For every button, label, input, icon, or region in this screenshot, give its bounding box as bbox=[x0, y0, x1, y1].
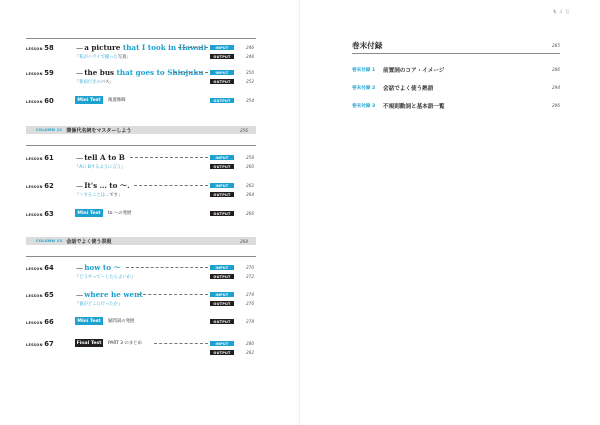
lesson-subtitle: 「彼がどこに行ったか」 bbox=[75, 302, 123, 307]
input-tag: INPUT bbox=[210, 183, 234, 188]
running-head: もくじ bbox=[552, 10, 572, 15]
appendix-item-label: 巻末付録 3 bbox=[352, 104, 376, 109]
lesson-entry-62[interactable] bbox=[26, 180, 256, 202]
input-tag: INPUT bbox=[210, 45, 234, 50]
column-13-bar[interactable] bbox=[26, 237, 256, 245]
lesson-title: —the bus that goes to Shinjuku bbox=[76, 68, 204, 77]
output-tag: OUTPUT bbox=[210, 164, 234, 169]
input-tag: INPUT bbox=[210, 265, 234, 270]
page-number: 285 bbox=[552, 43, 560, 48]
appendix-item-label: 巻末付録 2 bbox=[352, 86, 376, 91]
page-number: 266 bbox=[246, 211, 254, 216]
page-number: 294 bbox=[552, 85, 560, 90]
leader-line bbox=[174, 72, 208, 73]
output-tag: OUTPUT bbox=[210, 79, 234, 84]
mini-test-topic: 後置修飾 bbox=[108, 98, 126, 103]
mini-test-badge: Mini Test bbox=[75, 96, 103, 104]
page-number: 264 bbox=[246, 192, 254, 197]
lesson-entry-59[interactable] bbox=[26, 67, 256, 89]
leader-line bbox=[134, 185, 208, 186]
lesson-entry-61[interactable] bbox=[26, 152, 256, 174]
column-key: COLUMN 12 bbox=[36, 128, 63, 132]
page-number: 282 bbox=[246, 350, 254, 355]
page-number: 248 bbox=[246, 54, 254, 59]
input-tag: INPUT bbox=[210, 70, 234, 75]
lesson-number: LESSON 63 bbox=[26, 210, 54, 218]
lesson-title: —where he went bbox=[76, 290, 143, 299]
lesson-subtitle: 「どうやって～したらよいか」 bbox=[75, 275, 136, 280]
column-12-bar[interactable] bbox=[26, 126, 256, 134]
lesson-number: LESSON 61 bbox=[26, 154, 54, 162]
input-tag: INPUT bbox=[210, 155, 234, 160]
mini-test-badge: Mini Test bbox=[75, 317, 103, 325]
column-title: 関係代名詞をマスターしよう bbox=[66, 127, 132, 134]
section-rule bbox=[26, 256, 256, 257]
page-number: 252 bbox=[246, 79, 254, 84]
appendix-item-2[interactable] bbox=[352, 84, 560, 92]
page-number: 246 bbox=[246, 45, 254, 50]
output-tag: OUTPUT bbox=[210, 319, 234, 324]
lesson-number: LESSON 62 bbox=[26, 182, 54, 190]
right-page bbox=[300, 0, 600, 425]
lesson-title: —It's … to ～. bbox=[76, 181, 130, 190]
page-number: 250 bbox=[246, 70, 254, 75]
lesson-number: LESSON 60 bbox=[26, 97, 54, 105]
appendix-item-title: 不規則動詞と基本語一覧 bbox=[383, 104, 445, 110]
mini-test-topic: 疑問詞の発展 bbox=[108, 319, 135, 324]
page-number: 296 bbox=[552, 103, 560, 108]
lesson-title: —a picture that I took in Hawaii bbox=[76, 43, 207, 52]
appendix-item-label: 巻末付録 1 bbox=[352, 68, 376, 73]
toc-group-1 bbox=[26, 38, 256, 105]
page-number: 274 bbox=[246, 292, 254, 297]
lesson-number: LESSON 64 bbox=[26, 264, 54, 272]
appendix-title: 巻末付録 bbox=[352, 41, 383, 50]
lesson-title: —tell A to B bbox=[76, 153, 125, 162]
output-tag: OUTPUT bbox=[210, 98, 234, 103]
page-number: 260 bbox=[246, 164, 254, 169]
output-tag: OUTPUT bbox=[210, 274, 234, 279]
toc-group-2 bbox=[26, 145, 256, 218]
section-rule bbox=[26, 38, 256, 39]
leader-line bbox=[178, 47, 208, 48]
appendix-item-3[interactable] bbox=[352, 102, 560, 110]
page-number: 262 bbox=[246, 183, 254, 188]
leader-line bbox=[126, 267, 208, 268]
lesson-entry-58[interactable] bbox=[26, 42, 256, 64]
lesson-entry-64[interactable] bbox=[26, 262, 256, 284]
output-tag: OUTPUT bbox=[210, 211, 234, 216]
page-number: 270 bbox=[246, 265, 254, 270]
page-number: 280 bbox=[246, 341, 254, 346]
column-title: 会話でよく使う表現 bbox=[66, 238, 112, 245]
page-number: 268 bbox=[240, 238, 248, 244]
lesson-subtitle: 「Aに Bするように言う」 bbox=[75, 165, 126, 170]
appendix-rule bbox=[352, 53, 560, 54]
page-number: 276 bbox=[246, 301, 254, 306]
section-rule bbox=[26, 145, 256, 146]
appendix-item-1[interactable] bbox=[352, 66, 560, 74]
page-number: 258 bbox=[246, 155, 254, 160]
lesson-number: LESSON 65 bbox=[26, 291, 54, 299]
output-tag: OUTPUT bbox=[210, 54, 234, 59]
lesson-number: LESSON 66 bbox=[26, 318, 54, 326]
leader-line bbox=[154, 343, 208, 344]
toc-group-3 bbox=[26, 256, 256, 355]
lesson-subtitle: 「新宿行きのバス」 bbox=[75, 80, 114, 85]
lesson-subtitle: 「～することは…です」 bbox=[75, 193, 123, 198]
output-tag: OUTPUT bbox=[210, 192, 234, 197]
lesson-number: LESSON 58 bbox=[26, 44, 54, 52]
lesson-number: LESSON 67 bbox=[26, 340, 54, 348]
lesson-title: —how to ～ bbox=[76, 263, 121, 272]
lesson-entry-65[interactable] bbox=[26, 289, 256, 311]
page-number: 286 bbox=[552, 67, 560, 72]
mini-test-entry-66[interactable] bbox=[26, 316, 256, 338]
leader-line bbox=[138, 294, 208, 295]
output-tag: OUTPUT bbox=[210, 301, 234, 306]
input-tag: INPUT bbox=[210, 341, 234, 346]
leader-line bbox=[130, 157, 208, 158]
final-test-entry-67[interactable] bbox=[26, 338, 256, 360]
appendix-heading[interactable] bbox=[352, 40, 590, 50]
lesson-number: LESSON 59 bbox=[26, 69, 54, 77]
mini-test-badge: Mini Test bbox=[75, 209, 103, 217]
appendix-item-title: 会話でよく使う熟語 bbox=[383, 86, 434, 92]
input-tag: INPUT bbox=[210, 292, 234, 297]
mini-test-entry-60[interactable] bbox=[26, 95, 256, 117]
mini-test-entry-63[interactable] bbox=[26, 208, 256, 230]
page-number: 272 bbox=[246, 274, 254, 279]
mini-test-topic: to ～の発展 bbox=[108, 211, 132, 216]
page-number: 254 bbox=[246, 98, 254, 103]
final-test-topic: PART 3 のまとめ bbox=[108, 341, 142, 346]
page-number: 278 bbox=[246, 319, 254, 324]
page-number: 256 bbox=[240, 127, 248, 133]
appendix-item-title: 前置詞のコア・イメージ bbox=[383, 68, 445, 74]
output-tag: OUTPUT bbox=[210, 350, 234, 355]
column-key: COLUMN 13 bbox=[36, 239, 63, 243]
lesson-subtitle: 「私がハワイで撮った写真」 bbox=[75, 55, 131, 60]
final-test-badge: Final Test bbox=[76, 340, 102, 346]
